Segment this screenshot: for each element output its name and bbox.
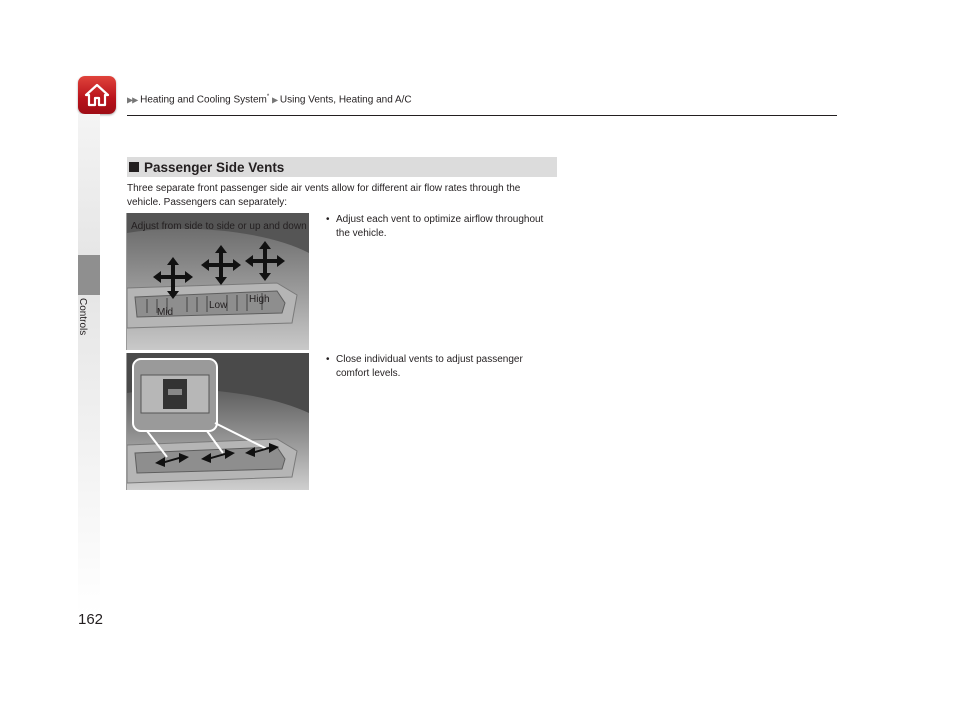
breadcrumb-arrow-icon: ▶ bbox=[271, 95, 278, 105]
figure-vent-adjust bbox=[126, 213, 309, 350]
section-square-icon bbox=[129, 162, 139, 172]
header-divider bbox=[127, 115, 837, 116]
label-mid: Mid bbox=[157, 307, 174, 318]
sidebar-label: Controls bbox=[77, 298, 88, 336]
breadcrumb-link-heating[interactable]: Heating and Cooling System bbox=[140, 94, 267, 106]
breadcrumb-arrow-icon: ▶▶ bbox=[127, 95, 138, 105]
bullet-text: Adjust each vent to optimize airflow throughout the vehicle. bbox=[336, 214, 544, 239]
sidebar-track-lower bbox=[78, 295, 100, 615]
bullet-text: Close individual vents to adjust passenger comfort levels. bbox=[336, 354, 523, 379]
page-number: 162 bbox=[78, 611, 104, 628]
label-high: High bbox=[249, 294, 270, 305]
bullet-dot-icon: • bbox=[326, 354, 330, 365]
breadcrumb-link-vents[interactable]: Using Vents, Heating and A/C bbox=[279, 94, 412, 106]
breadcrumb-star: * bbox=[266, 94, 270, 100]
figure-vent-close bbox=[126, 353, 309, 490]
sidebar-track bbox=[78, 114, 100, 255]
section-heading bbox=[127, 157, 557, 177]
vent-adjust-illustration bbox=[127, 213, 309, 350]
sidebar-tab-controls[interactable] bbox=[78, 255, 100, 295]
label-low: Low bbox=[209, 300, 228, 311]
breadcrumb bbox=[127, 94, 412, 105]
home-icon bbox=[84, 83, 110, 107]
figure-caption: Adjust from side to side or up and down bbox=[131, 221, 307, 232]
section-title: Passenger Side Vents bbox=[144, 159, 285, 175]
bullet-dot-icon: • bbox=[326, 214, 330, 225]
vent-close-illustration bbox=[127, 353, 309, 490]
home-button[interactable] bbox=[78, 76, 116, 114]
intro-text: Three separate front passenger side air vents allow for different air flow rates through the vehicle. Passengers can separately: bbox=[127, 183, 521, 208]
